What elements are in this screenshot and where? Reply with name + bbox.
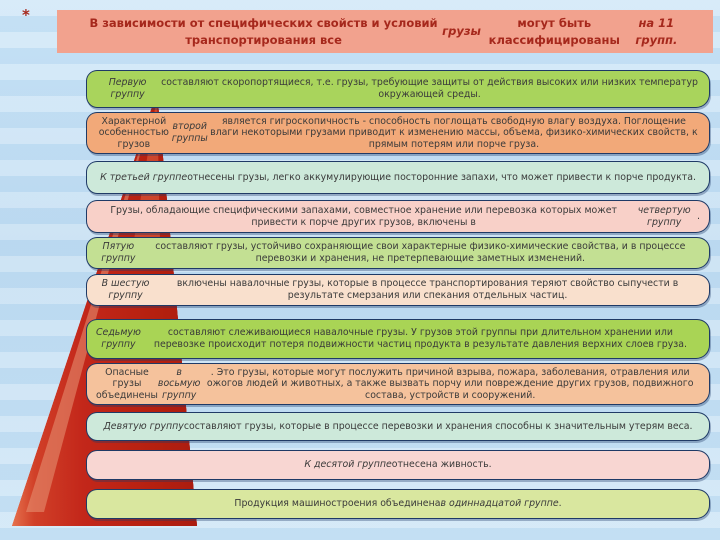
group-box-10: К десятой группе отнесена живность. bbox=[86, 450, 710, 480]
slide-title: В зависимости от специфических свойств и условий транспортирования все грузы могут быть классифицированы на 11 групп. bbox=[57, 10, 713, 53]
group-box-7: Седьмую группу составляют слеживающиеся навалочные грузы. У грузов этой группы при длительном хранении или перевозке происходит потеря подвижности частиц продукта в результате давления верхних слоев груза. bbox=[86, 319, 710, 359]
group-box-3: К третьей группе отнесены грузы, легко аккумулирующие посторонние запахи, что может привести к порче продукта. bbox=[86, 161, 710, 194]
group-box-2: Характерной особенностью грузов второй группы является гигроскопичность - способность поглощать свободную влагу воздуха. Поглощение влаги некоторыми грузами приводит к изменению массы, объема, физико-химических свойств, к прямым потерям или порче груза. bbox=[86, 112, 710, 154]
group-box-6: В шестую группу включены навалочные грузы, которые в процессе транспортирования теряют свойство сыпучести в результате смерзания или спекания отдельных частиц. bbox=[86, 274, 710, 306]
group-box-1: Первую группу составляют скоропортящиеся, т.е. грузы, требующие защиты от действия высоких или низких температур окружающей среды. bbox=[86, 70, 710, 108]
group-box-9: Девятую группу составляют грузы, которые в процессе перевозки и хранения способны к значительным утерям веса. bbox=[86, 412, 710, 441]
group-box-4: Грузы, обладающие специфическими запахами, совместное хранение или перевозка которых может привести к порче других грузов, включены в четвертую группу . bbox=[86, 200, 710, 233]
title-bullet: * bbox=[22, 6, 30, 24]
group-box-11: Продукция машиностроения объединена в одиннадцатой группе . bbox=[86, 489, 710, 519]
group-box-8: Опасные грузы объединены в восьмую группу . Это грузы, которые могут послужить причиной взрыва, пожара, заболевания, отравления или ожогов людей и животных, а также вызвать порчу или повреждение других грузов, подвижного состава, устройств и сооружений. bbox=[86, 363, 710, 405]
group-box-5: Пятую группу составляют грузы, устойчиво сохраняющие свои характерные физико-химические свойства, и в процессе перевозки и хранения, не претерпевающие заметных изменений. bbox=[86, 237, 710, 269]
